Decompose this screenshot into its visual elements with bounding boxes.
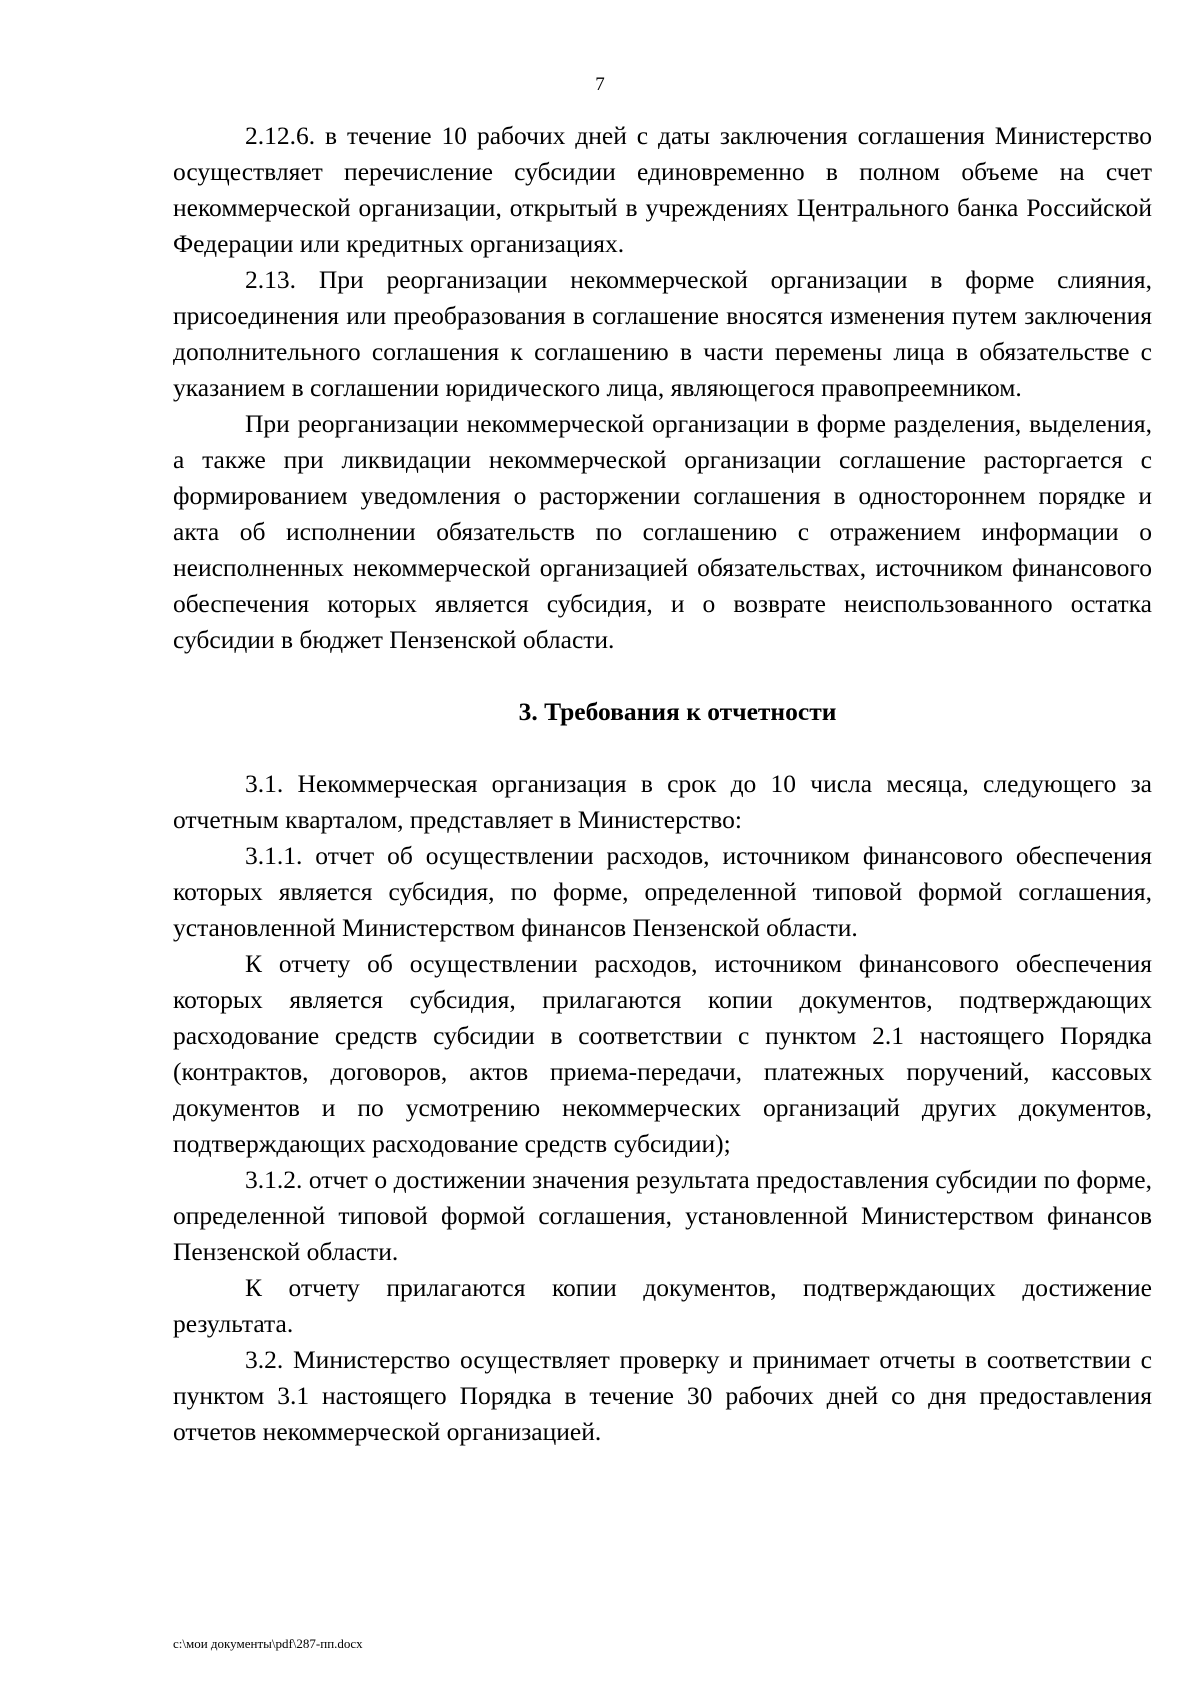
paragraph-3-1-1: 3.1.1. отчет об осуществлении расходов, источником финансового обеспечения которых является субсидия, по форме, определенной типовой формой соглашения, установленной Министерством финансов Пензенской области. bbox=[173, 841, 1152, 942]
footer-file-path: c:\мои документы\pdf\287-пп.docx bbox=[173, 1636, 363, 1651]
paragraph-3-1-2: 3.1.2. отчет о достижении значения результата предоставления субсидии по форме, определенной типовой формой соглашения, установленной Министерством финансов Пензенской области. bbox=[173, 1165, 1152, 1266]
paragraph-3-2: 3.2. Министерство осуществляет проверку и принимает отчеты в соответствии с пунктом 3.1 настоящего Порядка в течение 30 рабочих дней со дня предоставления отчетов некоммерческой организацией. bbox=[173, 1345, 1152, 1446]
document-body bbox=[173, 118, 1152, 1450]
section-spacer-bottom bbox=[173, 730, 1152, 766]
paragraph-2-12-6: 2.12.6. в течение 10 рабочих дней с даты заключения соглашения Министерство осуществляет перечисление субсидии единовременно в полном объеме на счет некоммерческой организации, открытый в учреждениях Центрального банка Российской Федерации или кредитных организациях. bbox=[173, 121, 1152, 258]
paragraph-reorganization: При реорганизации некоммерческой организации в форме разделения, выделения, а также при ликвидации некоммерческой организации соглашение расторгается с формированием уведомления о расторжении соглашения в одностороннем порядке и акта об исполнении обязательств по соглашению с отражением информации о неисполненных некоммерческой организацией обязательствах, источником финансового обеспечения которых является субсидия, и о возврате неиспользованного остатка субсидии в бюджет Пензенской области. bbox=[173, 409, 1152, 654]
section-heading: 3. Требования к отчетности bbox=[518, 697, 837, 726]
paragraph-2-13: 2.13. При реорганизации некоммерческой организации в форме слияния, присоединения или преобразования в соглашение вносятся изменения путем заключения дополнительного соглашения к соглашению в части перемены лица в обязательстве с указанием в соглашении юридического лица, являющегося правопреемником. bbox=[173, 265, 1152, 402]
paragraph-result-attachments: К отчету прилагаются копии документов, подтверждающих достижение результата. bbox=[173, 1273, 1152, 1338]
paragraph-report-attachments: К отчету об осуществлении расходов, источником финансового обеспечения которых является субсидия, прилагаются копии документов, подтверждающих расходование средств субсидии в соответствии с пунктом 2.1 настоящего Порядка (контрактов, договоров, актов приема-передачи, платежных поручений, кассовых документов и по усмотрению некоммерческих организаций других документов, подтверждающих расходование средств субсидии); bbox=[173, 949, 1152, 1158]
paragraph-3-1: 3.1. Некоммерческая организация в срок до 10 числа месяца, следующего за отчетным кварталом, представляет в Министерство: bbox=[173, 769, 1152, 834]
section-spacer-top bbox=[173, 658, 1152, 694]
page-number: 7 bbox=[595, 74, 605, 95]
